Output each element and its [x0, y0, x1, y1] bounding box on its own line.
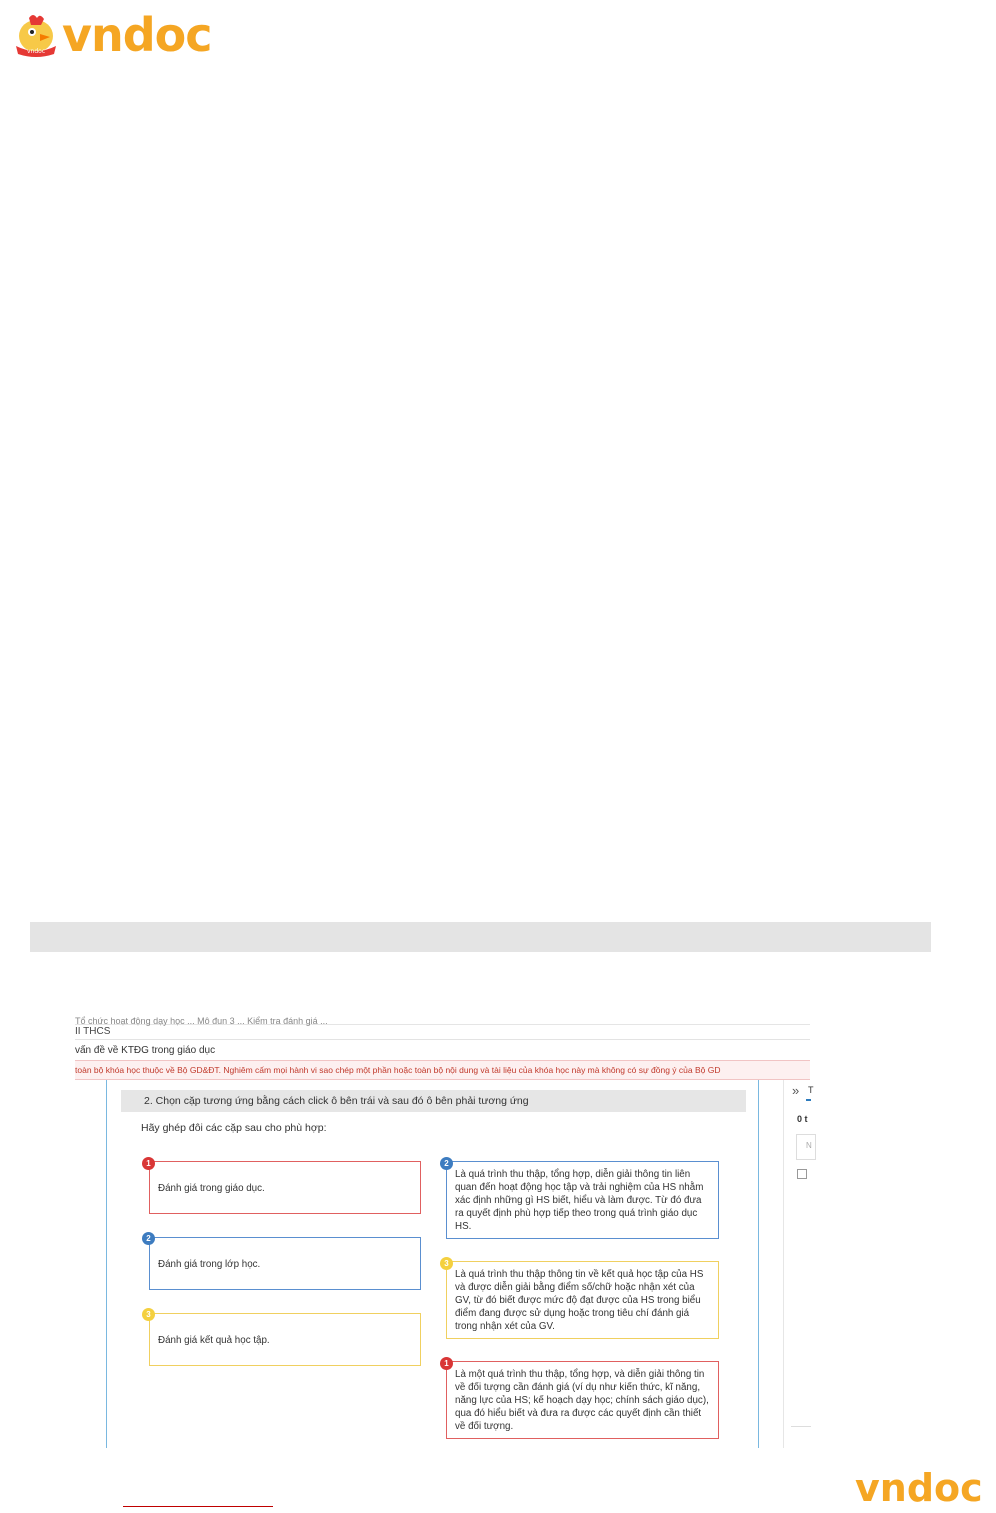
- right-item-2[interactable]: [446, 1261, 719, 1339]
- side-tab-label[interactable]: T: [808, 1085, 814, 1095]
- question-instruction: Hãy ghép đôi các cặp sau cho phù hợp:: [141, 1122, 327, 1134]
- side-divider: [791, 1426, 811, 1427]
- side-checkbox[interactable]: [797, 1169, 807, 1179]
- left-item-text: Đánh giá trong lớp học.: [158, 1259, 261, 1270]
- section-title: vấn đề về KTĐG trong giáo dục: [75, 1045, 216, 1056]
- badge-3: 3: [142, 1308, 155, 1321]
- question-title: 2. Chọn cặp tương ứng bằng cách click ô bên trái và sau đó ô bên phải tương ứng: [121, 1090, 746, 1112]
- right-item-text: Là quá trình thu thập, tổng hợp, diễn giải thông tin liên quan đến hoạt động học tập và trải nghiệm của HS nhằm xác định những gì HS biết, hiểu và làm được. Từ đó đưa ra quyết định phù hợp tiếp theo trong quá trình giáo dục HS.: [455, 1169, 704, 1232]
- chicken-mascot-icon: [12, 12, 60, 58]
- footer-link-underline: [123, 1506, 273, 1507]
- left-item-1[interactable]: [149, 1161, 421, 1214]
- side-bold-label: 0 t: [797, 1114, 808, 1124]
- badge-2: 2: [142, 1232, 155, 1245]
- left-item-text: Đánh giá trong giáo dục.: [158, 1183, 265, 1194]
- footer-logo[interactable]: vndoc: [855, 1466, 983, 1510]
- copyright-warning: toàn bộ khóa học thuộc về Bộ GD&ĐT. Nghiêm cấm mọi hành vi sao chép một phần hoặc toàn bộ nội dung và tài liệu của khóa học này mà không có sự đồng ý của Bộ GD: [75, 1060, 810, 1080]
- right-item-text: Là một quá trình thu thập, tổng hợp, và diễn giải thông tin về đối tượng cần đánh giá (ví dụ như kiến thức, kĩ năng, năng lực của HS; kế hoạch dạy học; chính sách giáo dục), qua đó hiểu biết và đưa ra được các quyết định cần thiết về đối tượng.: [455, 1369, 709, 1432]
- course-screenshot: [75, 1016, 814, 1448]
- svg-text:vndoc: vndoc: [27, 48, 46, 55]
- badge-3: 3: [440, 1257, 453, 1270]
- logo-wordmark: vndoc: [62, 8, 212, 62]
- left-item-3[interactable]: [149, 1313, 421, 1366]
- content-right-border: [758, 1080, 759, 1448]
- side-note-input[interactable]: N: [796, 1134, 816, 1160]
- divider: [75, 1039, 810, 1040]
- expand-arrow-icon[interactable]: »: [792, 1083, 800, 1098]
- clipped-header-text: Tổ chức hoạt động dạy học ... Mô đun 3 ... Kiểm tra đánh giá ...: [75, 1018, 810, 1025]
- right-item-3[interactable]: [446, 1361, 719, 1439]
- section-divider-band: [30, 922, 931, 952]
- left-item-text: Đánh giá kết quả học tập.: [158, 1335, 270, 1346]
- course-name: II THCS: [75, 1026, 111, 1037]
- side-panel: [783, 1080, 814, 1448]
- tab-underline: [806, 1099, 811, 1101]
- content-left-border: [106, 1080, 107, 1448]
- badge-2: 2: [440, 1157, 453, 1170]
- right-item-1[interactable]: [446, 1161, 719, 1239]
- vndoc-logo[interactable]: [12, 10, 212, 60]
- badge-1: 1: [142, 1157, 155, 1170]
- badge-1: 1: [440, 1357, 453, 1370]
- right-item-text: Là quá trình thu thập thông tin về kết quả học tập của HS và được diễn giải bằng điểm số/chữ hoặc nhận xét của GV, từ đó biết được mức độ đạt được của HS trong biểu điểm đang được sử dụng hoặc trong tiêu chí đánh giá trong nhận xét của GV.: [455, 1269, 704, 1332]
- left-item-2[interactable]: [149, 1237, 421, 1290]
